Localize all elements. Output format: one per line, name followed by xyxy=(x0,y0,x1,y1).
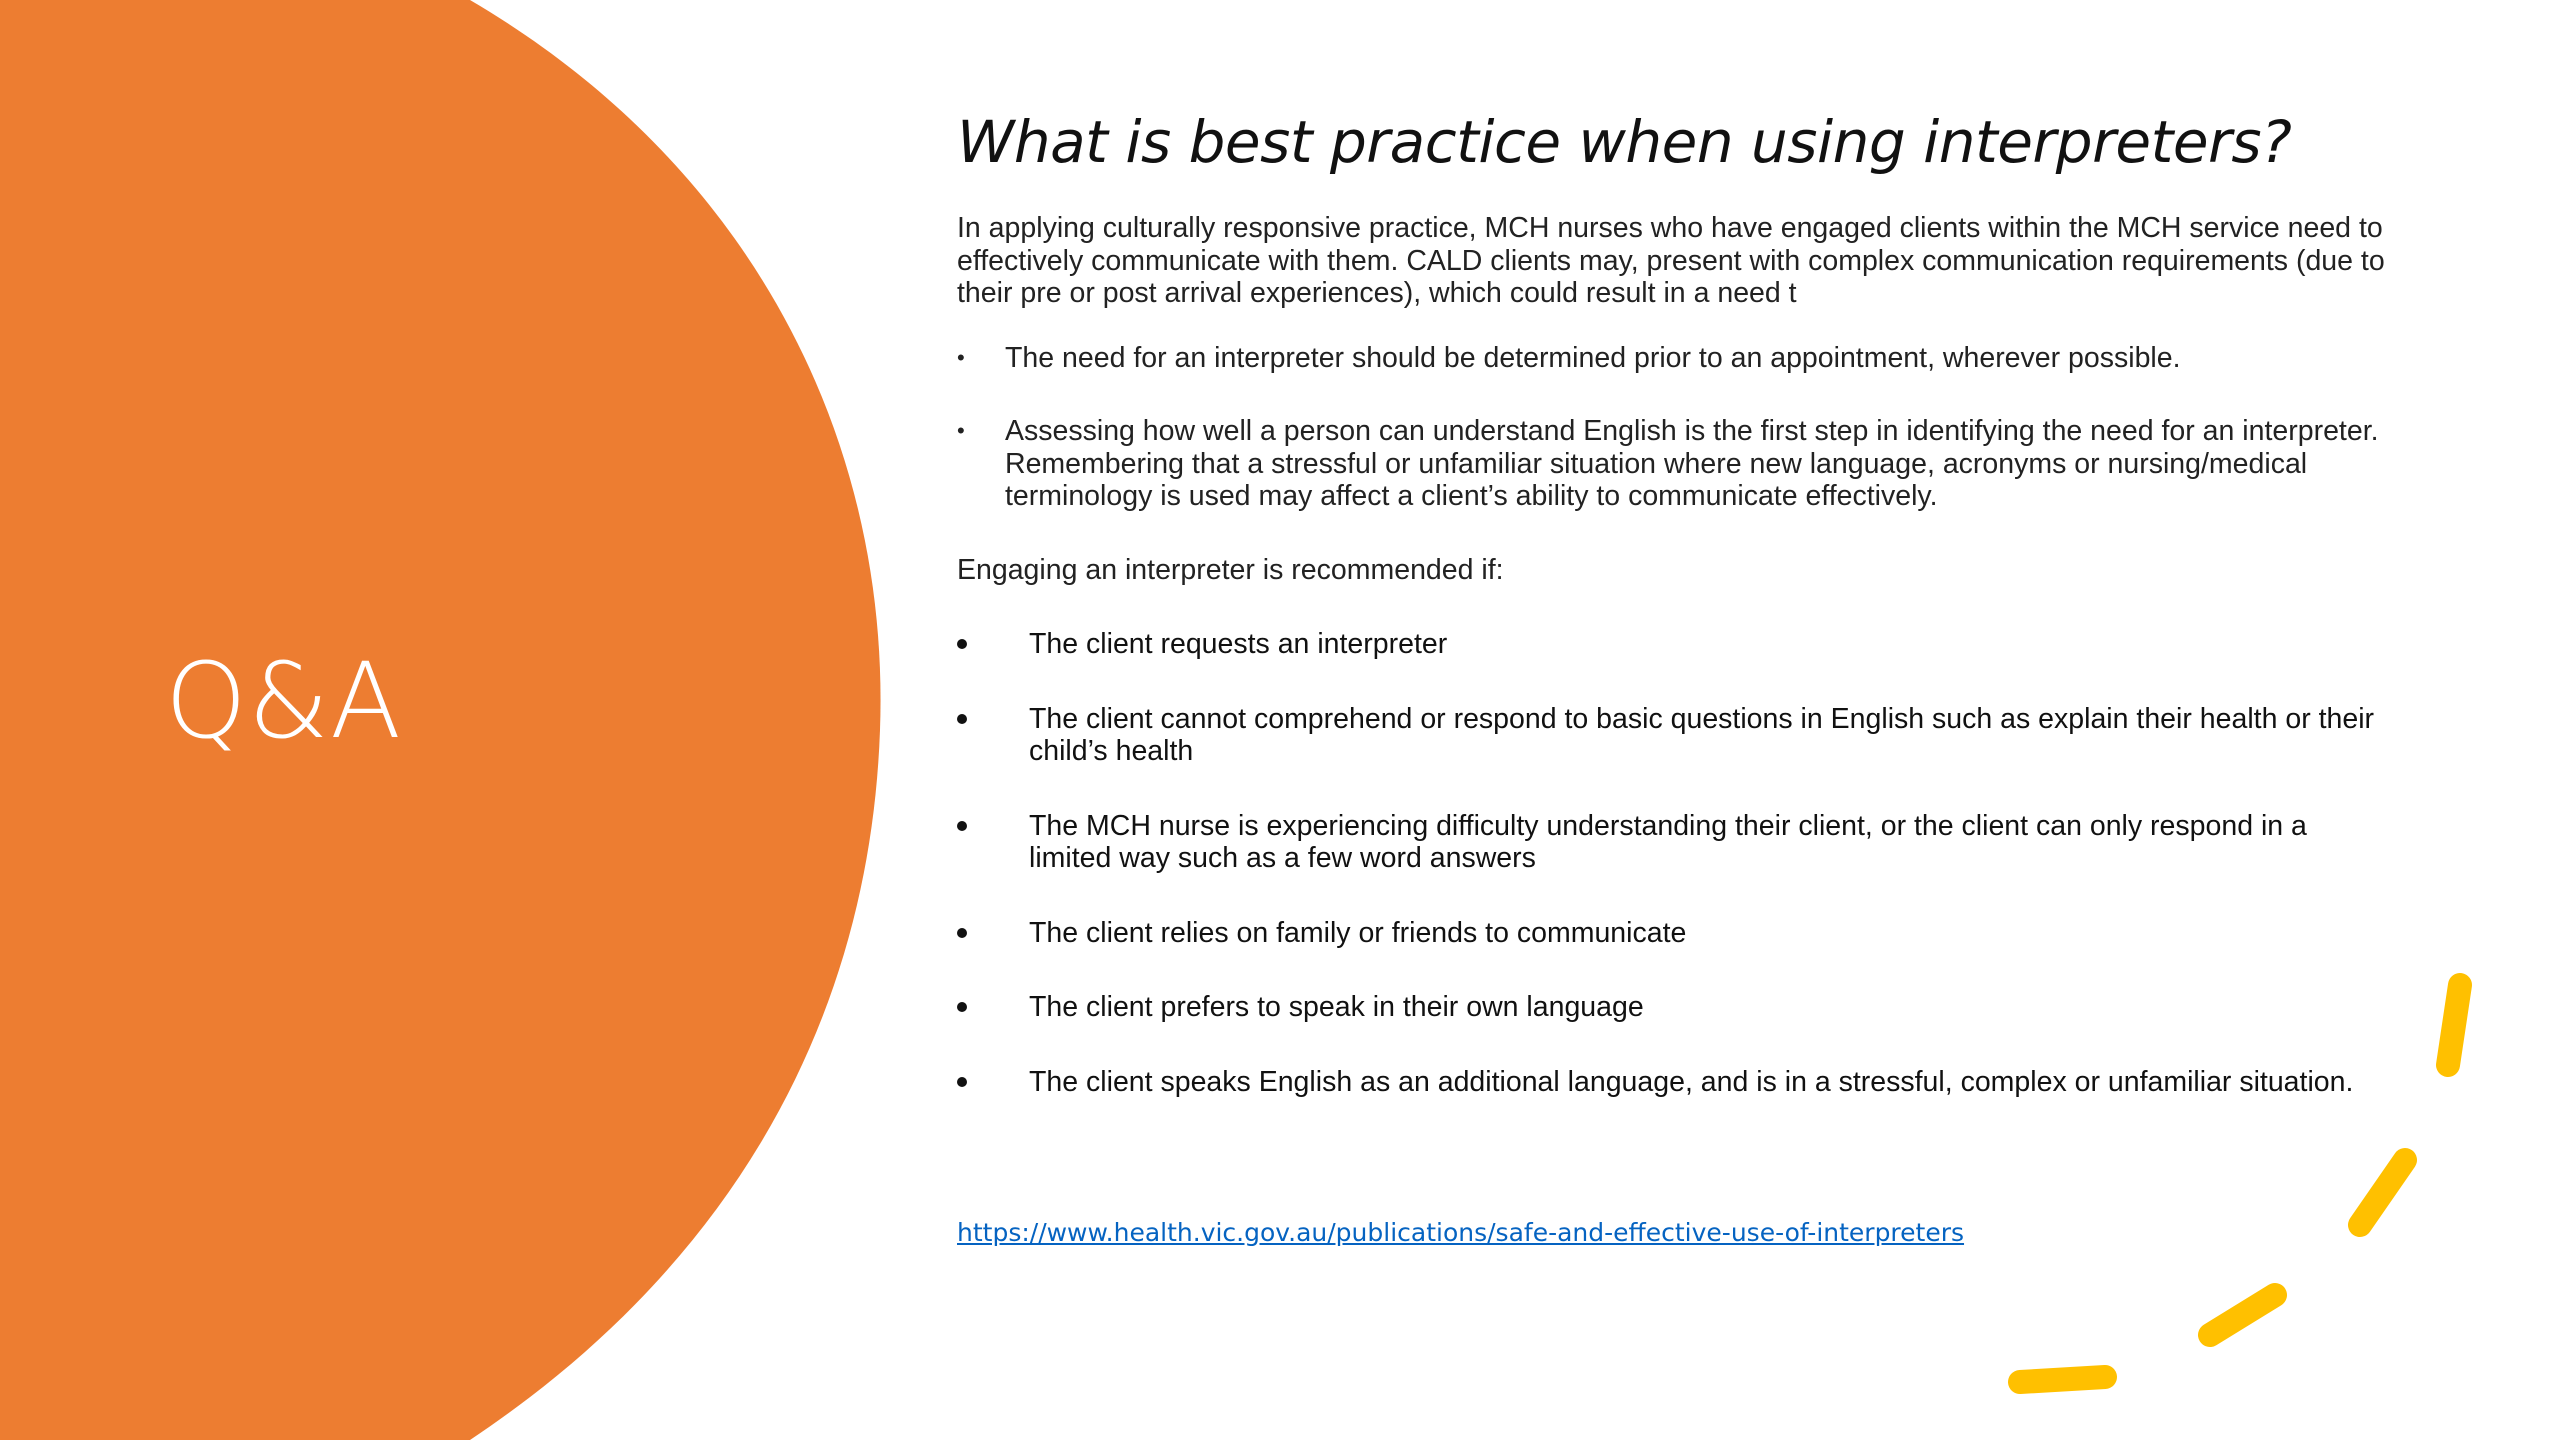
list-item-text: The client speaks English as an additional language, and is in a stressful, complex or unfamiliar situation. xyxy=(1029,1065,2354,1098)
page-heading: What is best practice when using interpreters? xyxy=(957,108,2292,176)
bullet-icon: • xyxy=(957,344,965,370)
list-item-text: The client cannot comprehend or respond to basic questions in English such as explain their health or their child’s health xyxy=(1029,702,2375,767)
arc-dash xyxy=(2360,1160,2405,1225)
arc-dash xyxy=(2020,1377,2105,1382)
list-item-text: The client requests an interpreter xyxy=(1029,628,1448,660)
list-item-text: Assessing how well a person can understand English is the first step in identifying the need for an interpreter. Remembering that a stressful or unfamiliar situation where new language, acronyms or nursing/medical terminology is used may affect a client’s ability to communicate effectively. xyxy=(1005,415,2379,512)
list-item-text: The client relies on family or friends to communicate xyxy=(1029,916,1687,949)
arc-dash xyxy=(2210,1295,2275,1335)
source-link[interactable]: https://www.health.vic.gov.au/publications/safe-and-effective-use-of-interpreters xyxy=(957,1218,1965,1247)
arc-dash xyxy=(2448,985,2460,1065)
criteria-intro: Engaging an interpreter is recommended if: xyxy=(957,553,1504,586)
intro-paragraph: In applying culturally responsive practice, MCH nurses who have engaged clients within the MCH service need to effectively communicate with them. CALD clients may, present with complex communication requirements (due to their pre or post arrival experiences), which could result in a need t xyxy=(957,212,2385,309)
list-item-text: The client prefers to speak in their own language xyxy=(1029,991,1644,1023)
list-item-text: The MCH nurse is experiencing difficulty understanding their client, or the client can only respond in a limited way such as a few word answers xyxy=(1029,809,2307,874)
list-item-text: The need for an interpreter should be determined prior to an appointment, wherever possible. xyxy=(1005,341,2181,374)
section-title: Q&A xyxy=(165,640,403,762)
bullet-icon: • xyxy=(957,418,965,443)
